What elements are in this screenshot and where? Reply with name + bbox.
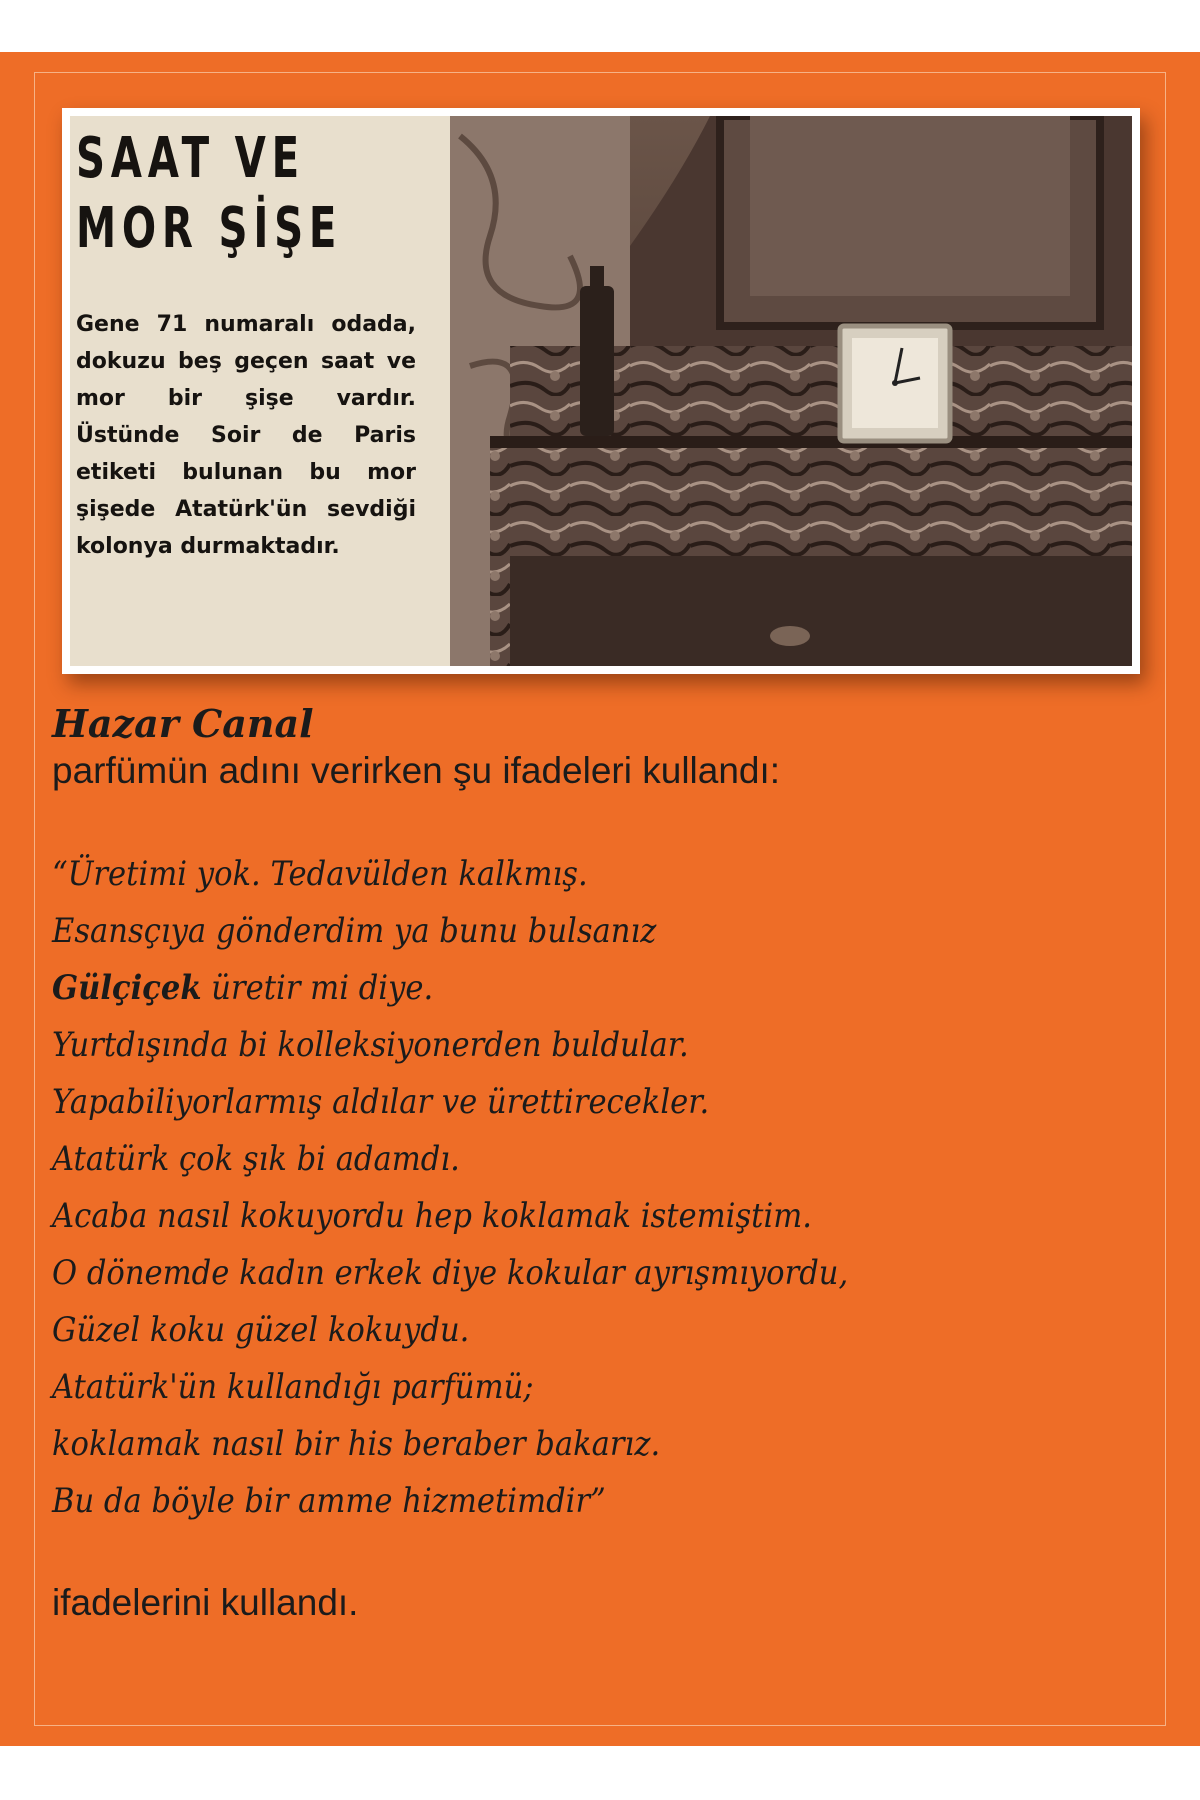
- room-photo: [450, 116, 1132, 666]
- quote-line: Güzel koku güzel kokuydu.: [52, 1310, 470, 1350]
- quote-line: Yurtdışında bi kolleksiyonerden buldular.: [52, 1025, 689, 1065]
- quote-line: O dönemde kadın erkek diye kokular ayrışmıyordu,: [52, 1253, 849, 1293]
- quote-line: Atatürk çok şık bi adamdı.: [52, 1139, 460, 1179]
- quote-line: Atatürk'ün kullandığı parfümü;: [52, 1367, 534, 1407]
- quote-line: Acaba nasıl kokuyordu hep koklamak istemiştim.: [52, 1196, 813, 1236]
- quote-line-rest: üretir mi diye.: [201, 968, 434, 1008]
- clipping-text: Gene 71 numaralı odada, dokuzu beş geçen saat ve mor bir şişe vardır. Üstünde Soir de Paris etiketi bulunan bu mor şişede Atatürk'ün sevdiği kolonya durmaktadır.: [76, 312, 416, 559]
- quote-line: “Üretimi yok. Tedavülden kalkmış.: [52, 854, 588, 894]
- clipping-title: SAAT VE MOR ŞİŞE: [76, 126, 343, 261]
- outro-text: ifadelerini kullandı.: [52, 1582, 359, 1623]
- quote-line: Bu da böyle bir amme hizmetimdir”: [52, 1481, 606, 1521]
- author-name: Hazar Canal: [52, 701, 314, 746]
- clipping-caption: [70, 116, 450, 666]
- quote-line: Esansçıya gönderdim ya bunu bulsanız: [52, 911, 657, 951]
- clock-and-bottle-illustration: [450, 116, 1132, 666]
- quote-line: koklamak nasıl bir his beraber bakarız.: [52, 1424, 661, 1464]
- quote-block: [52, 846, 1152, 1530]
- brand-name: Gülçiçek: [52, 968, 202, 1008]
- intro-text: parfümün adını verirken şu ifadeleri kullandı:: [52, 750, 781, 791]
- archive-photo: [70, 116, 1132, 666]
- quote-section: [52, 700, 1152, 1626]
- quote-line: [52, 960, 1042, 1017]
- quote-line: Yapabiliyorlarmış aldılar ve ürettirecekler.: [52, 1082, 710, 1122]
- archive-photo-frame: [62, 108, 1140, 674]
